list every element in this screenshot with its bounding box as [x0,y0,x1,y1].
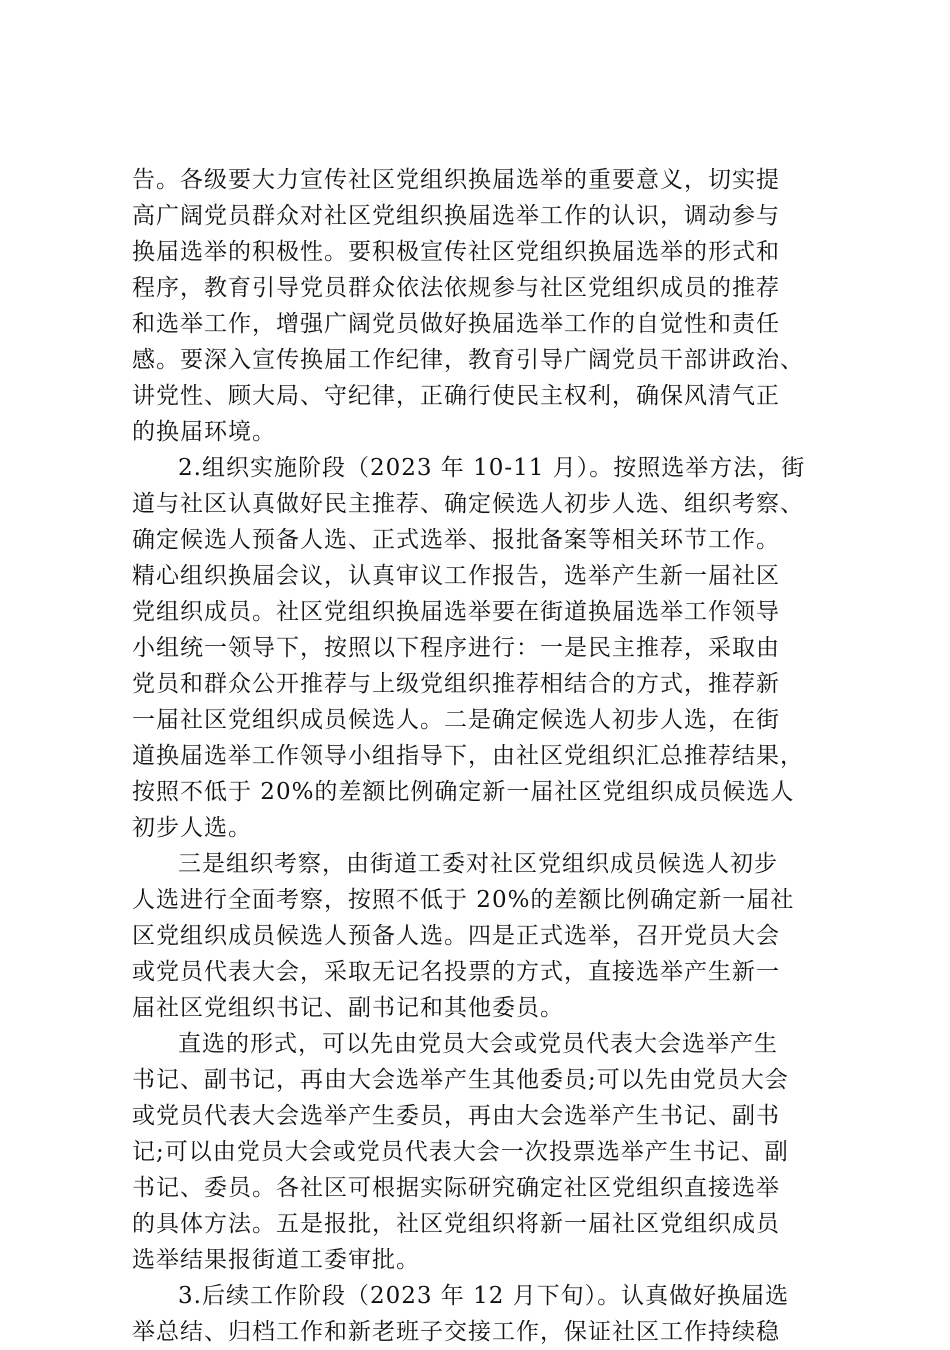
text-line: 感。要深入宣传换届工作纪律，教育引导广阔党员干部讲政治、 [132,347,804,373]
text-line: 的换届环境。 [132,419,276,445]
text-line: 区党组织成员候选人预备人选。四是正式选举，召开党员大会 [132,923,780,949]
text-line: 换届选举的积极性。要积极宣传社区党组织换届选举的形式和 [132,239,780,265]
text-line: 书记、委员。各社区可根据实际研究确定社区党组织直接选举 [132,1175,780,1201]
text-line: 初步人选。 [132,815,252,841]
text-line: 精心组织换届会议，认真审议工作报告，选举产生新一届社区 [132,563,780,589]
text-line: 人选进行全面考察，按照不低于 20%的差额比例确定新一届社 [132,887,795,913]
text-line: 记;可以由党员大会或党员代表大会一次投票选举产生书记、副 [132,1139,789,1165]
text-line: 按照不低于 20%的差额比例确定新一届社区党组织成员候选人 [132,779,795,805]
text-line: 2.组织实施阶段（2023 年 10-11 月）。按照选举方法，街 [178,455,806,481]
document-body [132,162,832,1350]
text-line: 告。各级要大力宣传社区党组织换届选举的重要意义，切实提 [132,167,780,193]
text-line: 道与社区认真做好民主推荐、确定候选人初步人选、组织考察、 [132,491,804,517]
text-line: 程序，教育引导党员群众依法依规参与社区党组织成员的推荐 [132,275,780,301]
text-line: 小组统一领导下，按照以下程序进行：一是民主推荐，采取由 [132,635,780,661]
text-line: 党员和群众公开推荐与上级党组织推荐相结合的方式，推荐新 [132,671,780,697]
text-line: 或党员代表大会选举产生委员，再由大会选举产生书记、副书 [132,1103,780,1129]
text-line: 一届社区党组织成员候选人。二是确定候选人初步人选，在街 [132,707,780,733]
text-line: 三是组织考察，由街道工委对社区党组织成员候选人初步 [178,851,778,877]
text-line: 道换届选举工作领导小组指导下，由社区党组织汇总推荐结果， [132,743,804,769]
text-line: 和选举工作，增强广阔党员做好换届选举工作的自觉性和责任 [132,311,780,337]
text-line: 3.后续工作阶段（2023 年 12 月下旬）。认真做好换届选 [178,1283,790,1309]
text-line: 或党员代表大会，采取无记名投票的方式，直接选举产生新一 [132,959,780,985]
text-line: 选举结果报街道工委审批。 [132,1247,420,1273]
text-line: 党组织成员。社区党组织换届选举要在街道换届选举工作领导 [132,599,780,625]
text-line: 书记、副书记，再由大会选举产生其他委员;可以先由党员大会 [132,1067,789,1093]
text-line: 高广阔党员群众对社区党组织换届选举工作的认识，调动参与 [132,203,780,229]
text-line: 举总结、归档工作和新老班子交接工作，保证社区工作持续稳 [132,1319,780,1345]
text-line: 确定候选人预备人选、正式选举、报批备案等相关环节工作。 [132,527,780,553]
text-line: 届社区党组织书记、副书记和其他委员。 [132,995,564,1021]
text-line: 直选的形式，可以先由党员大会或党员代表大会选举产生 [178,1031,778,1057]
text-line: 的具体方法。五是报批，社区党组织将新一届社区党组织成员 [132,1211,780,1237]
text-line: 讲党性、顾大局、守纪律，正确行使民主权利，确保风清气正 [132,383,780,409]
